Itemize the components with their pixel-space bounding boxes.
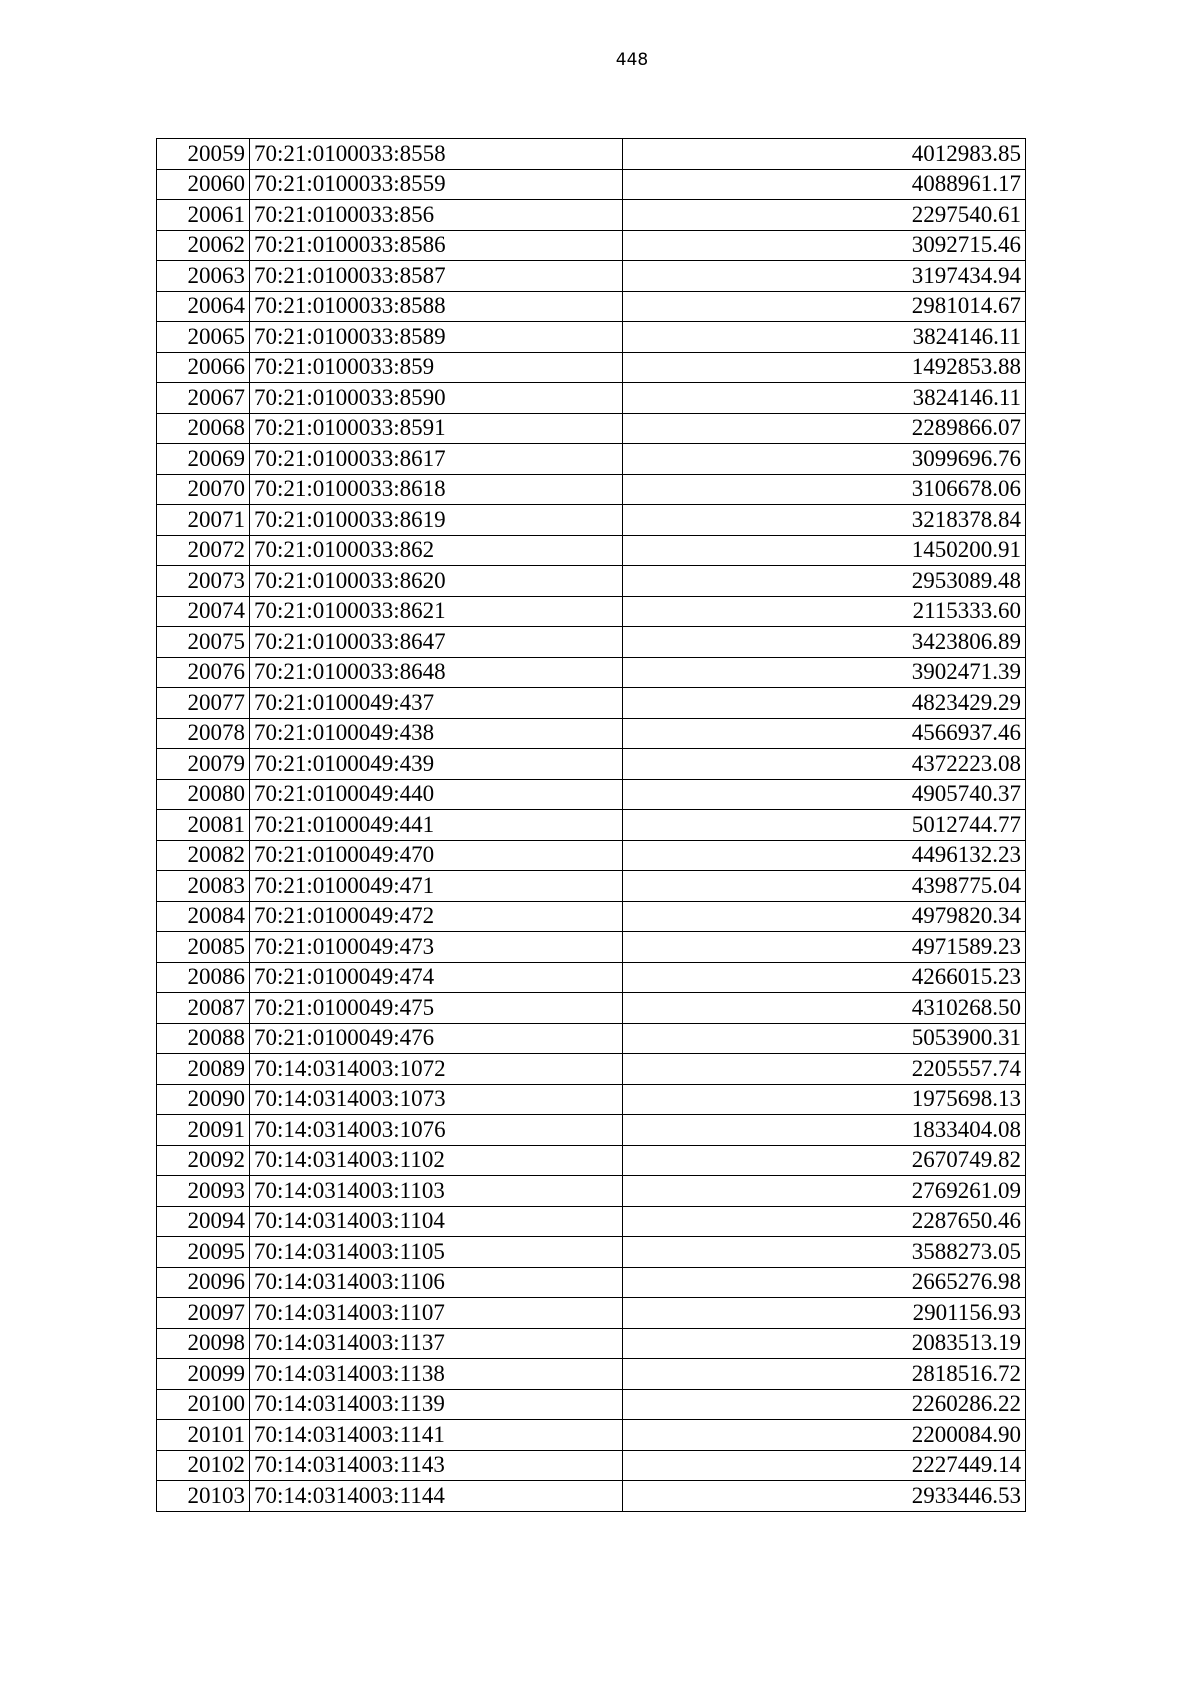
cadastral-number-cell: 70:21:0100033:8587 xyxy=(250,261,623,292)
row-number-cell: 20082 xyxy=(157,840,250,871)
row-number-cell: 20080 xyxy=(157,779,250,810)
table-row xyxy=(157,596,1026,627)
cadastral-value-cell: 5053900.31 xyxy=(623,1023,1026,1054)
cadastral-value-cell: 2933446.53 xyxy=(623,1481,1026,1512)
cadastral-number-cell: 70:14:0314003:1102 xyxy=(250,1145,623,1176)
table-row xyxy=(157,779,1026,810)
cadastral-value-cell: 2297540.61 xyxy=(623,200,1026,231)
cadastral-number-cell: 70:21:0100049:473 xyxy=(250,932,623,963)
table-row xyxy=(157,200,1026,231)
cadastral-value-cell: 2670749.82 xyxy=(623,1145,1026,1176)
row-number-cell: 20101 xyxy=(157,1420,250,1451)
table-row xyxy=(157,1176,1026,1207)
row-number-cell: 20060 xyxy=(157,169,250,200)
table-row xyxy=(157,1115,1026,1146)
table-row xyxy=(157,352,1026,383)
cadastral-number-cell: 70:21:0100049:441 xyxy=(250,810,623,841)
cadastral-value-cell: 3902471.39 xyxy=(623,657,1026,688)
cadastral-value-cell: 4372223.08 xyxy=(623,749,1026,780)
cadastral-number-cell: 70:21:0100049:472 xyxy=(250,901,623,932)
row-number-cell: 20095 xyxy=(157,1237,250,1268)
cadastral-value-cell: 2953089.48 xyxy=(623,566,1026,597)
cadastral-value-cell: 2818516.72 xyxy=(623,1359,1026,1390)
table-row xyxy=(157,383,1026,414)
cadastral-value-cell: 4979820.34 xyxy=(623,901,1026,932)
cadastral-number-cell: 70:14:0314003:1106 xyxy=(250,1267,623,1298)
cadastral-number-cell: 70:14:0314003:1073 xyxy=(250,1084,623,1115)
table-row xyxy=(157,444,1026,475)
row-number-cell: 20066 xyxy=(157,352,250,383)
page-number: 448 xyxy=(615,50,649,70)
row-number-cell: 20089 xyxy=(157,1054,250,1085)
cadastral-value-cell: 4496132.23 xyxy=(623,840,1026,871)
table-row xyxy=(157,505,1026,536)
table-row xyxy=(157,322,1026,353)
cadastral-value-cell: 2200084.90 xyxy=(623,1420,1026,1451)
table-row xyxy=(157,1298,1026,1329)
row-number-cell: 20085 xyxy=(157,932,250,963)
table-row xyxy=(157,1023,1026,1054)
cadastral-number-cell: 70:21:0100033:859 xyxy=(250,352,623,383)
cadastral-number-cell: 70:21:0100049:475 xyxy=(250,993,623,1024)
table-row xyxy=(157,901,1026,932)
cadastral-number-cell: 70:21:0100033:8588 xyxy=(250,291,623,322)
row-number-cell: 20096 xyxy=(157,1267,250,1298)
table-row xyxy=(157,230,1026,261)
table-row xyxy=(157,657,1026,688)
row-number-cell: 20103 xyxy=(157,1481,250,1512)
table-row xyxy=(157,1359,1026,1390)
row-number-cell: 20081 xyxy=(157,810,250,841)
row-number-cell: 20075 xyxy=(157,627,250,658)
cadastral-number-cell: 70:14:0314003:1072 xyxy=(250,1054,623,1085)
row-number-cell: 20071 xyxy=(157,505,250,536)
table-row xyxy=(157,962,1026,993)
cadastral-value-cell: 4266015.23 xyxy=(623,962,1026,993)
table-row xyxy=(157,169,1026,200)
row-number-cell: 20083 xyxy=(157,871,250,902)
row-number-cell: 20076 xyxy=(157,657,250,688)
cadastral-number-cell: 70:21:0100033:856 xyxy=(250,200,623,231)
table-row xyxy=(157,718,1026,749)
table-row xyxy=(157,1389,1026,1420)
cadastral-value-cell: 5012744.77 xyxy=(623,810,1026,841)
table-row xyxy=(157,993,1026,1024)
row-number-cell: 20062 xyxy=(157,230,250,261)
table-row xyxy=(157,139,1026,170)
cadastral-value-cell: 3218378.84 xyxy=(623,505,1026,536)
cadastral-value-cell: 2981014.67 xyxy=(623,291,1026,322)
cadastral-number-cell: 70:14:0314003:1137 xyxy=(250,1328,623,1359)
cadastral-value-cell: 3824146.11 xyxy=(623,322,1026,353)
cadastral-value-cell: 2115333.60 xyxy=(623,596,1026,627)
cadastral-value-cell: 2227449.14 xyxy=(623,1450,1026,1481)
cadastral-number-cell: 70:21:0100033:8559 xyxy=(250,169,623,200)
cadastral-value-cell: 1450200.91 xyxy=(623,535,1026,566)
cadastral-number-cell: 70:21:0100049:474 xyxy=(250,962,623,993)
table-body xyxy=(157,139,1026,1512)
row-number-cell: 20067 xyxy=(157,383,250,414)
table-row xyxy=(157,749,1026,780)
cadastral-value-cell: 2205557.74 xyxy=(623,1054,1026,1085)
cadastral-number-cell: 70:21:0100033:8586 xyxy=(250,230,623,261)
table-row xyxy=(157,627,1026,658)
cadastral-value-table xyxy=(156,138,1026,1512)
table-row xyxy=(157,1267,1026,1298)
cadastral-value-cell: 4905740.37 xyxy=(623,779,1026,810)
table-row xyxy=(157,688,1026,719)
row-number-cell: 20064 xyxy=(157,291,250,322)
table-row xyxy=(157,291,1026,322)
row-number-cell: 20088 xyxy=(157,1023,250,1054)
cadastral-value-cell: 2289866.07 xyxy=(623,413,1026,444)
table-row xyxy=(157,871,1026,902)
cadastral-value-cell: 2260286.22 xyxy=(623,1389,1026,1420)
row-number-cell: 20097 xyxy=(157,1298,250,1329)
row-number-cell: 20073 xyxy=(157,566,250,597)
cadastral-value-cell: 3106678.06 xyxy=(623,474,1026,505)
cadastral-value-cell: 4088961.17 xyxy=(623,169,1026,200)
row-number-cell: 20074 xyxy=(157,596,250,627)
cadastral-value-cell: 2901156.93 xyxy=(623,1298,1026,1329)
cadastral-number-cell: 70:21:0100049:438 xyxy=(250,718,623,749)
cadastral-number-cell: 70:21:0100033:862 xyxy=(250,535,623,566)
cadastral-value-cell: 3423806.89 xyxy=(623,627,1026,658)
table-row xyxy=(157,1450,1026,1481)
table-row xyxy=(157,1054,1026,1085)
table-row xyxy=(157,535,1026,566)
cadastral-number-cell: 70:21:0100033:8617 xyxy=(250,444,623,475)
cadastral-value-cell: 2287650.46 xyxy=(623,1206,1026,1237)
cadastral-number-cell: 70:21:0100033:8589 xyxy=(250,322,623,353)
table-row xyxy=(157,932,1026,963)
cadastral-number-cell: 70:14:0314003:1103 xyxy=(250,1176,623,1207)
cadastral-number-cell: 70:21:0100033:8591 xyxy=(250,413,623,444)
row-number-cell: 20078 xyxy=(157,718,250,749)
cadastral-value-cell: 1492853.88 xyxy=(623,352,1026,383)
row-number-cell: 20087 xyxy=(157,993,250,1024)
row-number-cell: 20093 xyxy=(157,1176,250,1207)
row-number-cell: 20099 xyxy=(157,1359,250,1390)
cadastral-number-cell: 70:21:0100049:470 xyxy=(250,840,623,871)
cadastral-number-cell: 70:14:0314003:1138 xyxy=(250,1359,623,1390)
cadastral-number-cell: 70:14:0314003:1104 xyxy=(250,1206,623,1237)
cadastral-value-cell: 4823429.29 xyxy=(623,688,1026,719)
cadastral-number-cell: 70:21:0100033:8621 xyxy=(250,596,623,627)
cadastral-number-cell: 70:21:0100049:439 xyxy=(250,749,623,780)
cadastral-value-cell: 1975698.13 xyxy=(623,1084,1026,1115)
row-number-cell: 20061 xyxy=(157,200,250,231)
cadastral-number-cell: 70:21:0100033:8618 xyxy=(250,474,623,505)
table-row xyxy=(157,1328,1026,1359)
cadastral-number-cell: 70:14:0314003:1143 xyxy=(250,1450,623,1481)
table-row xyxy=(157,1084,1026,1115)
cadastral-value-cell: 4012983.85 xyxy=(623,139,1026,170)
cadastral-number-cell: 70:14:0314003:1107 xyxy=(250,1298,623,1329)
row-number-cell: 20084 xyxy=(157,901,250,932)
row-number-cell: 20072 xyxy=(157,535,250,566)
cadastral-value-cell: 3092715.46 xyxy=(623,230,1026,261)
cadastral-value-cell: 2769261.09 xyxy=(623,1176,1026,1207)
row-number-cell: 20086 xyxy=(157,962,250,993)
row-number-cell: 20094 xyxy=(157,1206,250,1237)
row-number-cell: 20059 xyxy=(157,139,250,170)
cadastral-number-cell: 70:14:0314003:1141 xyxy=(250,1420,623,1451)
cadastral-number-cell: 70:21:0100049:471 xyxy=(250,871,623,902)
table-row xyxy=(157,810,1026,841)
table-row xyxy=(157,261,1026,292)
cadastral-value-cell: 3588273.05 xyxy=(623,1237,1026,1268)
row-number-cell: 20098 xyxy=(157,1328,250,1359)
table-row xyxy=(157,1206,1026,1237)
row-number-cell: 20069 xyxy=(157,444,250,475)
cadastral-value-cell: 2665276.98 xyxy=(623,1267,1026,1298)
cadastral-number-cell: 70:21:0100033:8620 xyxy=(250,566,623,597)
cadastral-value-cell: 4566937.46 xyxy=(623,718,1026,749)
cadastral-number-cell: 70:14:0314003:1139 xyxy=(250,1389,623,1420)
cadastral-value-cell: 2083513.19 xyxy=(623,1328,1026,1359)
row-number-cell: 20079 xyxy=(157,749,250,780)
cadastral-number-cell: 70:21:0100049:476 xyxy=(250,1023,623,1054)
cadastral-value-cell: 3824146.11 xyxy=(623,383,1026,414)
cadastral-value-cell: 3099696.76 xyxy=(623,444,1026,475)
cadastral-number-cell: 70:14:0314003:1076 xyxy=(250,1115,623,1146)
cadastral-value-cell: 3197434.94 xyxy=(623,261,1026,292)
row-number-cell: 20092 xyxy=(157,1145,250,1176)
cadastral-value-cell: 4310268.50 xyxy=(623,993,1026,1024)
cadastral-number-cell: 70:14:0314003:1144 xyxy=(250,1481,623,1512)
table-row xyxy=(157,840,1026,871)
cadastral-value-cell: 4398775.04 xyxy=(623,871,1026,902)
row-number-cell: 20102 xyxy=(157,1450,250,1481)
row-number-cell: 20063 xyxy=(157,261,250,292)
table-row xyxy=(157,474,1026,505)
table-row xyxy=(157,1420,1026,1451)
table-row xyxy=(157,566,1026,597)
cadastral-value-cell: 4971589.23 xyxy=(623,932,1026,963)
row-number-cell: 20100 xyxy=(157,1389,250,1420)
row-number-cell: 20068 xyxy=(157,413,250,444)
cadastral-number-cell: 70:21:0100033:8558 xyxy=(250,139,623,170)
cadastral-value-cell: 1833404.08 xyxy=(623,1115,1026,1146)
cadastral-number-cell: 70:21:0100049:437 xyxy=(250,688,623,719)
table-row xyxy=(157,413,1026,444)
table-row xyxy=(157,1145,1026,1176)
row-number-cell: 20077 xyxy=(157,688,250,719)
cadastral-number-cell: 70:21:0100033:8648 xyxy=(250,657,623,688)
cadastral-number-cell: 70:21:0100033:8619 xyxy=(250,505,623,536)
cadastral-number-cell: 70:14:0314003:1105 xyxy=(250,1237,623,1268)
cadastral-number-cell: 70:21:0100033:8647 xyxy=(250,627,623,658)
row-number-cell: 20090 xyxy=(157,1084,250,1115)
cadastral-number-cell: 70:21:0100033:8590 xyxy=(250,383,623,414)
table-row xyxy=(157,1237,1026,1268)
row-number-cell: 20091 xyxy=(157,1115,250,1146)
row-number-cell: 20070 xyxy=(157,474,250,505)
cadastral-number-cell: 70:21:0100049:440 xyxy=(250,779,623,810)
row-number-cell: 20065 xyxy=(157,322,250,353)
table-row xyxy=(157,1481,1026,1512)
